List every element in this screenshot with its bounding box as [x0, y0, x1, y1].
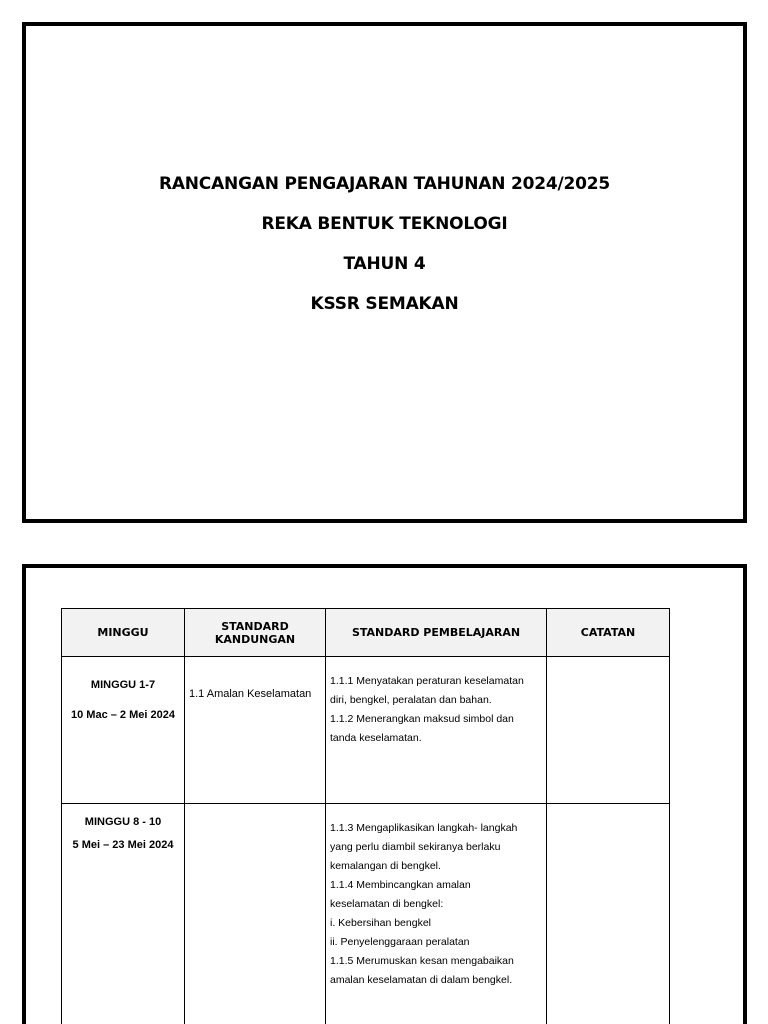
table-header-row	[62, 609, 670, 657]
sp-line: tanda keselamatan.	[330, 732, 422, 744]
sp-line: 1.1.4 Membincangkan amalan	[330, 879, 471, 891]
cover-title-line-1: RANCANGAN PENGAJARAN TAHUNAN 2024/2025	[158, 174, 611, 194]
minggu-label: MINGGU 8 - 10	[84, 816, 162, 828]
sp-line: diri, bengkel, peralatan dan bahan.	[330, 694, 492, 706]
standard-kandungan-cell: 1.1 Amalan Keselamatan	[185, 657, 326, 804]
sp-line: amalan keselamatan di dalam bengkel.	[330, 974, 513, 986]
cover-title-line-4: KSSR SEMAKAN	[310, 294, 459, 314]
cover-page	[22, 22, 747, 523]
header-standard-kandungan	[185, 609, 326, 657]
standard-pembelajaran-cell	[326, 804, 547, 1024]
table-row	[62, 657, 670, 804]
header-minggu: MINGGU	[62, 609, 185, 657]
catatan-cell	[547, 804, 670, 1024]
sp-line: kemalangan di bengkel.	[330, 860, 441, 872]
minggu-cell	[62, 657, 185, 804]
sp-line: keselamatan di bengkel:	[330, 898, 444, 910]
sp-line: ii. Penyelenggaraan peralatan	[330, 936, 470, 948]
header-standard-kandungan-line-2: KANDUNGAN	[214, 632, 296, 646]
minggu-cell	[62, 804, 185, 1024]
cover-title-line-3: TAHUN 4	[343, 254, 426, 274]
table-row	[62, 804, 670, 1024]
sp-line: i. Kebersihan bengkel	[330, 917, 431, 929]
sp-line: 1.1.5 Merumuskan kesan mengabaikan	[330, 955, 514, 967]
cover-title-line-2: REKA BENTUK TEKNOLOGI	[261, 214, 508, 234]
header-standard-pembelajaran: STANDARD PEMBELAJARAN	[326, 609, 547, 657]
sp-line: 1.1.2 Menerangkan maksud simbol dan	[330, 713, 514, 725]
sp-line: 1.1.1 Menyatakan peraturan keselamatan	[330, 675, 524, 687]
catatan-cell	[547, 657, 670, 804]
sp-line: yang perlu diambil sekiranya berlaku	[330, 841, 501, 853]
header-standard-kandungan-line-1: STANDARD	[221, 619, 289, 633]
minggu-date: 5 Mei – 23 Mei 2024	[72, 839, 174, 851]
sp-line: 1.1.3 Mengaplikasikan langkah- langkah	[330, 822, 518, 834]
minggu-label: MINGGU 1-7	[90, 679, 156, 691]
rpt-table	[61, 608, 670, 1024]
standard-pembelajaran-cell	[326, 657, 547, 804]
cover-titles	[26, 164, 743, 324]
minggu-date: 10 Mac – 2 Mei 2024	[71, 709, 175, 721]
header-catatan: CATATAN	[547, 609, 670, 657]
standard-kandungan-cell	[185, 804, 326, 1024]
